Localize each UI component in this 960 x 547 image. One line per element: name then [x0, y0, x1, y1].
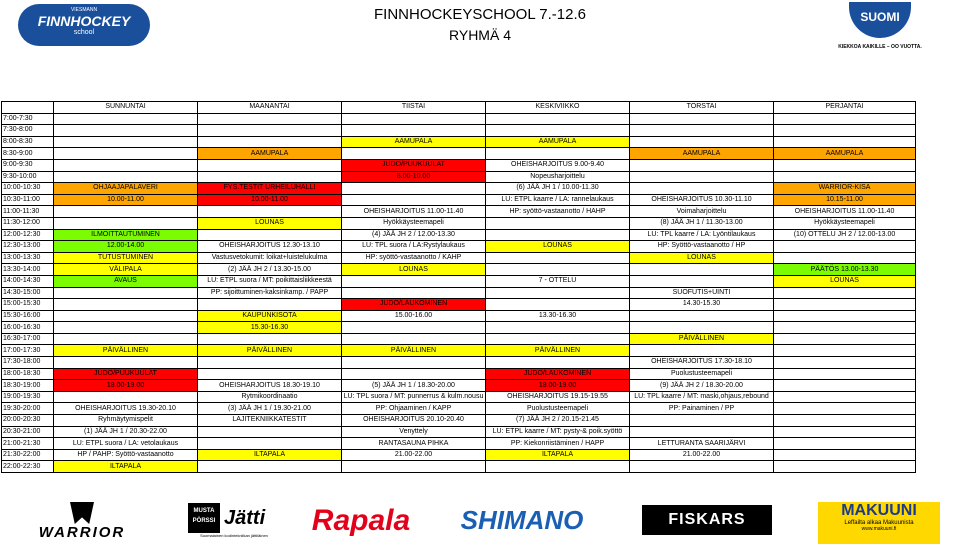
time-slot-label: 10:30-11:00: [2, 194, 54, 206]
schedule-cell: [630, 125, 774, 137]
schedule-cell: [342, 461, 486, 473]
schedule-cell: PP: Kiekonriistäminen / HAPP: [486, 438, 630, 450]
schedule-cell: [486, 125, 630, 137]
schedule-cell: [774, 310, 916, 322]
schedule-cell: [486, 229, 630, 241]
schedule-cell: [486, 357, 630, 369]
schedule-cell: HP: Syöttö-vastaanotto / HP: [630, 241, 774, 253]
schedule-cell: (10) OTTELU JH 2 / 12.00-13.00: [774, 229, 916, 241]
time-slot-label: 7:30-8:00: [2, 125, 54, 137]
schedule-cell: 18.00-19.00: [54, 380, 198, 392]
schedule-cell: [342, 183, 486, 195]
schedule-cell: [54, 391, 198, 403]
schedule-cell: [486, 333, 630, 345]
schedule-cell: 10.00-11.00: [198, 194, 342, 206]
schedule-row: [2, 183, 916, 195]
suomi-logo-tagline: KIEKKOA KAIKILLE – OO VUOTTA.: [838, 44, 922, 50]
schedule-cell: [54, 217, 198, 229]
schedule-cell: TUTUSTUMINEN: [54, 252, 198, 264]
schedule-cell: [342, 368, 486, 380]
schedule-cell: [630, 136, 774, 148]
schedule-cell: Hyökkäysteemapeli: [774, 217, 916, 229]
day-header: PERJANTAI: [774, 102, 916, 114]
schedule-cell: Voimaharjoittelu: [630, 206, 774, 218]
time-slot-label: 8:30-9:00: [2, 148, 54, 160]
schedule-cell: [198, 171, 342, 183]
schedule-cell: [54, 322, 198, 334]
schedule-cell: [342, 333, 486, 345]
schedule-cell: PÄIVÄLLINEN: [54, 345, 198, 357]
schedule-row: [2, 206, 916, 218]
schedule-cell: LOUNAS: [486, 241, 630, 253]
schedule-cell: 21.00-22.00: [630, 449, 774, 461]
page-title: FINNHOCKEYSCHOOL 7.-12.6: [374, 6, 586, 23]
schedule-cell: [54, 148, 198, 160]
makuuni-logo-text: MAKUUNI: [841, 502, 917, 519]
schedule-cell: PÄIVÄLLINEN: [198, 345, 342, 357]
time-slot-label: 14:00-14:30: [2, 275, 54, 287]
schedule-cell: (9) JÄÄ JH 2 / 18.30-20.00: [630, 380, 774, 392]
schedule-cell: [774, 415, 916, 427]
day-header: MAANANTAI: [198, 102, 342, 114]
schedule-cell: OHEISHARJOITUS 18.30-19.10: [198, 380, 342, 392]
schedule-cell: LU: ETPL kaarre / MT: pysty-& poik.syöttö: [486, 426, 630, 438]
schedule-cell: [342, 194, 486, 206]
schedule-cell: [54, 333, 198, 345]
schedule-row: [2, 125, 916, 137]
finnhockey-logo-sub: school: [73, 29, 95, 36]
schedule-cell: [774, 241, 916, 253]
schedule-cell: [198, 136, 342, 148]
schedule-cell: [198, 229, 342, 241]
schedule-cell: LU: ETPL suora / LA: vetolaukaus: [54, 438, 198, 450]
schedule-cell: JUDO/PUUKUULAT: [342, 159, 486, 171]
schedule-cell: LOUNAS: [198, 217, 342, 229]
schedule-cell: 8.00-10.00: [342, 171, 486, 183]
schedule-cell: [630, 310, 774, 322]
schedule-cell: (8) JÄÄ JH 1 / 11.30-13.00: [630, 217, 774, 229]
fiskars-logo-text: FISKARS: [668, 511, 746, 528]
schedule-cell: PP: Painaminen / PP: [630, 403, 774, 415]
warrior-logo-text: WARRIOR: [38, 524, 126, 541]
schedule-cell: [486, 113, 630, 125]
schedule-cell: (2) JÄÄ JH 2 / 13.30-15.00: [198, 264, 342, 276]
time-slot-label: 11:30-12:00: [2, 217, 54, 229]
schedule-cell: [486, 264, 630, 276]
schedule-cell: [54, 310, 198, 322]
schedule-cell: [342, 113, 486, 125]
schedule-row: [2, 368, 916, 380]
schedule-cell: (3) JÄÄ JH 1 / 19.30-21.00: [198, 403, 342, 415]
rapala-logo-text: Rapala: [311, 504, 411, 537]
day-header: TIISTAI: [342, 102, 486, 114]
schedule-cell: [198, 426, 342, 438]
time-slot-label: 15:30-16:00: [2, 310, 54, 322]
time-slot-label: 20:30-21:00: [2, 426, 54, 438]
schedule-cell: AAMUPALA: [774, 148, 916, 160]
schedule-cell: [198, 125, 342, 137]
schedule-cell: [54, 136, 198, 148]
schedule-cell: PÄIVÄLLINEN: [486, 345, 630, 357]
schedule-cell: LU: TPL kaarre / LA: Lyöntilaukaus: [630, 229, 774, 241]
makuuni-logo-url: www.makuuni.fi: [861, 526, 897, 532]
schedule-cell: [486, 252, 630, 264]
schedule-cell: [342, 357, 486, 369]
schedule-cell: Rytmikoordinaatio: [198, 391, 342, 403]
schedule-cell: ILTAPALA: [198, 449, 342, 461]
schedule-cell: OHEISHARJOITUS 10.30-11.10: [630, 194, 774, 206]
schedule-cell: KAUPUNKISOTA: [198, 310, 342, 322]
schedule-row: [2, 252, 916, 264]
schedule-cell: 15.30-16.30: [198, 322, 342, 334]
schedule-cell: VÄLIPALA: [54, 264, 198, 276]
schedule-cell: [630, 345, 774, 357]
schedule-cell: [54, 125, 198, 137]
schedule-cell: Puolustusteemapeli: [486, 403, 630, 415]
rapala-logo: [297, 500, 425, 542]
schedule-cell: [486, 217, 630, 229]
schedule-cell: (7) JÄÄ JH 2 / 20.15-21.45: [486, 415, 630, 427]
schedule-cell: [774, 426, 916, 438]
musta-porssi-badge: [188, 503, 220, 533]
schedule-cell: PP: Ohjaaminen / KAPP: [342, 403, 486, 415]
schedule-cell: LU: TPL suora / MT: punnerrus & kulm.nousu: [342, 391, 486, 403]
time-slot-label: 16:00-16:30: [2, 322, 54, 334]
schedule-cell: [54, 357, 198, 369]
time-slot-label: 8:00-8:30: [2, 136, 54, 148]
suomi-logo: [820, 2, 940, 54]
schedule-cell: LETTURANTA SAARIJÄRVI: [630, 438, 774, 450]
schedule-cell: [774, 136, 916, 148]
time-slot-label: 18:00-18:30: [2, 368, 54, 380]
schedule-cell: [54, 159, 198, 171]
schedule-cell: Nopeusharjoittelu: [486, 171, 630, 183]
time-slot-label: 9:30-10:00: [2, 171, 54, 183]
schedule-row: [2, 159, 916, 171]
musta-porssi-text: MUSTA PÖRSSI: [192, 508, 216, 524]
schedule-cell: [774, 380, 916, 392]
schedule-cell: [630, 415, 774, 427]
schedule-cell: [630, 322, 774, 334]
schedule-cell: JUDO/PUUKUULAT: [54, 368, 198, 380]
schedule-cell: [342, 287, 486, 299]
schedule-cell: SUOFUTIS+UINTI: [630, 287, 774, 299]
schedule-row: [2, 194, 916, 206]
schedule-cell: [198, 368, 342, 380]
schedule-cell: Vastusvetokumit: loikat+luistelukulma: [198, 252, 342, 264]
finnhockey-logo: [18, 4, 150, 46]
schedule-cell: [630, 171, 774, 183]
schedule-row: [2, 438, 916, 450]
schedule-cell: [774, 333, 916, 345]
schedule-cell: LOUNAS: [774, 275, 916, 287]
schedule-cell: [774, 368, 916, 380]
schedule-cell: [54, 287, 198, 299]
schedule-cell: [198, 438, 342, 450]
schedule-cell: LOUNAS: [342, 264, 486, 276]
schedule-cell: 10.00-11.00: [54, 194, 198, 206]
schedule-cell: [774, 403, 916, 415]
schedule-cell: OHEISHARJOITUS 19.30-20.10: [54, 403, 198, 415]
schedule-cell: [630, 113, 774, 125]
schedule-cell: HP: syöttö-vastaanotto / KAHP: [342, 252, 486, 264]
time-slot-label: 22:00-22:30: [2, 461, 54, 473]
schedule-cell: [198, 206, 342, 218]
schedule-cell: [54, 299, 198, 311]
schedule-cell: [486, 322, 630, 334]
schedule-row: [2, 264, 916, 276]
time-slot-label: 19:00-19:30: [2, 391, 54, 403]
schedule-cell: [486, 461, 630, 473]
schedule-cell: [774, 449, 916, 461]
schedule-row: [2, 275, 916, 287]
warrior-emblem-icon: [70, 502, 94, 524]
schedule-cell: OHEISHARJOITUS 17.30-18.10: [630, 357, 774, 369]
time-slot-label: 12:00-12:30: [2, 229, 54, 241]
schedule-cell: ILTAPALA: [486, 449, 630, 461]
time-slot-label: 7:00-7:30: [2, 113, 54, 125]
time-slot-label: 9:00-9:30: [2, 159, 54, 171]
time-slot-label: 17:30-18:00: [2, 357, 54, 369]
schedule-cell: PÄÄTÖS 13.00-13.30: [774, 264, 916, 276]
time-slot-label: 18:30-19:00: [2, 380, 54, 392]
time-slot-label: 10:00-10:30: [2, 183, 54, 195]
schedule-body: [2, 113, 916, 472]
schedule-cell: [774, 322, 916, 334]
schedule-row: [2, 310, 916, 322]
time-slot-label: 21:00-21:30: [2, 438, 54, 450]
schedule-cell: [198, 357, 342, 369]
schedule-cell: OHEISHARJOITUS 9.00-9.40: [486, 159, 630, 171]
group-subtitle: RYHMÄ 4: [449, 27, 511, 43]
schedule-cell: [774, 252, 916, 264]
time-slot-label: 21:30-22:00: [2, 449, 54, 461]
schedule-cell: [630, 426, 774, 438]
schedule-cell: [630, 275, 774, 287]
schedule-cell: PÄIVÄLLINEN: [630, 333, 774, 345]
schedule-cell: [198, 113, 342, 125]
musta-porssi-logo: [188, 503, 280, 543]
makuuni-logo: [818, 502, 940, 544]
schedule-cell: Hyökkäysteemapeli: [342, 217, 486, 229]
schedule-cell: HP / PAHP: Syöttö-vastaanotto: [54, 449, 198, 461]
schedule-cell: [774, 357, 916, 369]
shimano-logo: [437, 502, 607, 538]
schedule-cell: [774, 299, 916, 311]
schedule-cell: [630, 461, 774, 473]
schedule-cell: 18.00-19.00: [486, 380, 630, 392]
schedule-cell: FYS.TESTIT URHEILUHALLI: [198, 183, 342, 195]
time-slot-label: 15:00-15:30: [2, 299, 54, 311]
time-slot-label: 12:30-13:00: [2, 241, 54, 253]
schedule-cell: (5) JÄÄ JH 1 / 18.30-20.00: [342, 380, 486, 392]
schedule-cell: [774, 113, 916, 125]
schedule-cell: [774, 159, 916, 171]
schedule-cell: OHEISHARJOITUS 11.00-11.40: [342, 206, 486, 218]
schedule-cell: Ryhmäytymispelit: [54, 415, 198, 427]
schedule-cell: OHEISHARJOITUS 12.30-13.10: [198, 241, 342, 253]
schedule-row: [2, 461, 916, 473]
day-header-row: [2, 102, 916, 114]
schedule-cell: 15.00-16.00: [342, 310, 486, 322]
schedule-cell: Venyttely: [342, 426, 486, 438]
schedule-row: [2, 415, 916, 427]
schedule-cell: LU: ETPL suora / MT: poikittaisliikkeestä: [198, 275, 342, 287]
schedule-row: [2, 113, 916, 125]
schedule-row: [2, 403, 916, 415]
schedule-cell: [630, 159, 774, 171]
schedule-row: [2, 217, 916, 229]
schedule-row: [2, 333, 916, 345]
suomi-logo-main: SUOMI: [860, 10, 900, 24]
schedule-cell: [342, 322, 486, 334]
schedule-cell: 14.30-15.30: [630, 299, 774, 311]
schedule-cell: AAMUPALA: [198, 148, 342, 160]
schedule-cell: 12.00-14.00: [54, 241, 198, 253]
schedule-cell: ILTAPALA: [54, 461, 198, 473]
schedule-cell: OHJAAJAPALAVERI: [54, 183, 198, 195]
schedule-row: [2, 171, 916, 183]
time-slot-label: 14:30-15:00: [2, 287, 54, 299]
schedule-cell: JUDO/LAUKOMINEN: [486, 368, 630, 380]
time-slot-label: 13:00-13:30: [2, 252, 54, 264]
schedule-cell: [54, 171, 198, 183]
day-header: KESKIVIIKKO: [486, 102, 630, 114]
schedule-cell: 21.00-22.00: [342, 449, 486, 461]
schedule-cell: OHEISHARJOITUS 11.00-11.40: [774, 206, 916, 218]
time-slot-label: 17:00-17:30: [2, 345, 54, 357]
schedule-row: [2, 357, 916, 369]
schedule-cell: JUDO/LAUKOMINEN: [342, 299, 486, 311]
schedule-cell: [486, 287, 630, 299]
schedule-cell: LU: ETPL kaarre / LA: rannelaukaus: [486, 194, 630, 206]
finnhockey-logo-main: FINNHOCKEY: [37, 13, 131, 29]
schedule-cell: [774, 345, 916, 357]
schedule-cell: HP: syöttö-vastaanotto / HAHP: [486, 206, 630, 218]
schedule-cell: Puolustusteemapeli: [630, 368, 774, 380]
schedule-cell: [630, 183, 774, 195]
time-slot-label: 11:00-11:30: [2, 206, 54, 218]
schedule-cell: 13.30-16.30: [486, 310, 630, 322]
schedule-cell: [486, 148, 630, 160]
schedule-cell: [198, 461, 342, 473]
schedule-cell: AAMUPALA: [630, 148, 774, 160]
schedule-cell: [342, 125, 486, 137]
schedule-cell: (1) JÄÄ JH 1 / 20.30-22.00: [54, 426, 198, 438]
schedule-cell: [774, 287, 916, 299]
schedule-cell: LU: TPL kaarre / MT: maski,ohjaus,rebound: [630, 391, 774, 403]
time-header: [2, 102, 54, 114]
time-slot-label: 20:00-20:30: [2, 415, 54, 427]
schedule-cell: [630, 264, 774, 276]
time-slot-label: 16:30-17:00: [2, 333, 54, 345]
musta-porssi-sub: Suomalainen kodintekniikan jättiläinen: [200, 533, 268, 538]
schedule-row: [2, 299, 916, 311]
schedule-cell: OHEISHARJOITUS 19.15-19.55: [486, 391, 630, 403]
schedule-cell: (4) JÄÄ JH 2 / 12.00-13.30: [342, 229, 486, 241]
schedule-row: [2, 345, 916, 357]
schedule-cell: PP: sijoittuminen-kaksinkamp. / PAPP: [198, 287, 342, 299]
schedule-row: [2, 380, 916, 392]
schedule-cell: PÄIVÄLLINEN: [342, 345, 486, 357]
jatti-text: Jätti: [224, 506, 266, 529]
schedule-row: [2, 449, 916, 461]
makuuni-logo-sub: Leffailta alkaa Makuunista: [844, 520, 914, 526]
schedule-cell: LAJITEKNIIKKATESTIT: [198, 415, 342, 427]
schedule-cell: [198, 299, 342, 311]
shimano-logo-text: SHIMANO: [460, 505, 584, 535]
schedule-cell: LOUNAS: [630, 252, 774, 264]
schedule-cell: [342, 148, 486, 160]
schedule-cell: [774, 438, 916, 450]
schedule-cell: [774, 391, 916, 403]
fiskars-logo: [642, 505, 772, 535]
schedule-cell: AAMUPALA: [486, 136, 630, 148]
schedule-row: [2, 148, 916, 160]
time-slot-label: 13:30-14:00: [2, 264, 54, 276]
day-header: TORSTAI: [630, 102, 774, 114]
suomi-shield-icon: [849, 2, 911, 38]
schedule-cell: [198, 159, 342, 171]
warrior-logo: [6, 502, 158, 542]
schedule-row: [2, 391, 916, 403]
schedule-row: [2, 322, 916, 334]
schedule-cell: AAMUPALA: [342, 136, 486, 148]
schedule-cell: LU: TPL suora / LA:Rystylaukaus: [342, 241, 486, 253]
schedule-cell: 7 - OTTELU: [486, 275, 630, 287]
schedule-cell: [342, 275, 486, 287]
schedule-cell: [198, 333, 342, 345]
schedule-row: [2, 287, 916, 299]
schedule-row: [2, 241, 916, 253]
schedule-cell: [774, 461, 916, 473]
finnhockey-logo-top: VIESMANN: [70, 7, 98, 13]
schedule-cell: (6) JÄÄ JH 1 / 10.00-11.30: [486, 183, 630, 195]
schedule-cell: [54, 113, 198, 125]
schedule-cell: WARRIOR-KISA: [774, 183, 916, 195]
schedule-cell: ILMOITTAUTUMINEN: [54, 229, 198, 241]
schedule-cell: [774, 125, 916, 137]
schedule-cell: [54, 206, 198, 218]
schedule-row: [2, 426, 916, 438]
schedule-cell: RANTASAUNA PIHKA: [342, 438, 486, 450]
day-header: SUNNUNTAI: [54, 102, 198, 114]
schedule-cell: [486, 299, 630, 311]
schedule-cell: OHEISHARJOITUS 20.10-20.40: [342, 415, 486, 427]
schedule-cell: [774, 171, 916, 183]
schedule-cell: 10.15-11.00: [774, 194, 916, 206]
time-slot-label: 19:30-20:00: [2, 403, 54, 415]
schedule-row: [2, 229, 916, 241]
schedule-table: [1, 101, 916, 473]
schedule-cell: AVAUS: [54, 275, 198, 287]
schedule-row: [2, 136, 916, 148]
